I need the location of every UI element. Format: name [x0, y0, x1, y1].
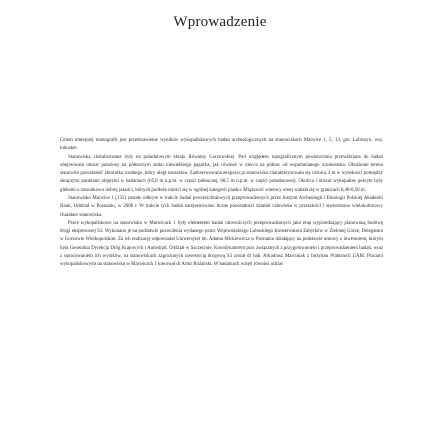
body-text: [60, 137, 383, 270]
page-title: Wprowadzenie: [173, 14, 267, 30]
paragraph: Stanowiska zlokalizowane były na południowym skraju Równiny Gorzowskiej. Pod względem topograficznym powierzchnia przewidziana do badań obejmowała obszar położony na północnym stoku niewielkiego pagórka, jak również w niecce na północ od wspomnianego wzniesienia. Obniżenie terenu stanowiło pozostałość zbiornika wodnego, który uległ osuszeniu. Zaobserwowana ekspozycja stanowiska charakteryzowała się różnicą 3 m w wysokości pomiędzy skrajnymi punktami objętymi w badaniach (65,8 m n.p.m. w części północnej, 68,5 m n.p.m. w części południowej). Okolica i obszar wykopalisk pokryte były glebami o stosunkowo dobrej jakości, których podłoże mieści się w ogólnej kategorii piasku. Miąższość warstwy ornej wahała się w granicach 0,40-0,50 m.: [60, 154, 383, 193]
paragraph: Stanowisko Marwice 1 (135) zostało odkryte w trakcie badań powierzchniowych przeprowadzonych przez Instytut Archeologii i Etnologii Polskiej Akademii Nauk, Oddział w Poznaniu, w 2006 r. W trakcie tych badań zarejestrowano liczne pozostałości działań człowieka w przeszłości i stwierdzono wielokulturowy charakter stanowiska.: [60, 195, 383, 218]
paragraph: Celem niniejszej monografii jest przedstawienie wyników wykopaliskowych badań archeologicznych na stanowiskach Marwice 1, 5, 13, gm. Lubiszyn, woj. lubuskie.: [60, 138, 383, 152]
paragraph: Prace wykopaliskowe na stanowisku w Marwicach 1 były elementem badań ratowniczych przeprowadzonych jako etap wyprzedzający planowaną budowę drogi ekspresowej S3. Wykonano je na podstawie pozwolenia wydanego przez Wojewódzkiego Lubuskiego Konserwatora Zabytków w Zielonej Górze, Delegatura w Gorzowie Wielkopolskim. Za ich realizację odpowiadał Uniwersytet im. Adama Mickiewicza w Poznaniu działający na podstawie umowy z inwestorem, którym była Generalna Dyrekcja Dróg Krajowych i Autostrad, Oddział w Szczecinie. Koordynatorem prac związanych z przygotowaniem i przeprowadzeniem badań, wraz z opracowaniem ich wyników, na stanowiskach zagrożonych inwestycją drogową S3 został dr hab. Arkadiusz Marciniak z Instytutu Prahistorii UAM. Pracami wykopaliskowymi na stanowisku w Marwicach 1 kierował dr Artur Różański. W badaniach wzięli również udział: [60, 220, 383, 268]
